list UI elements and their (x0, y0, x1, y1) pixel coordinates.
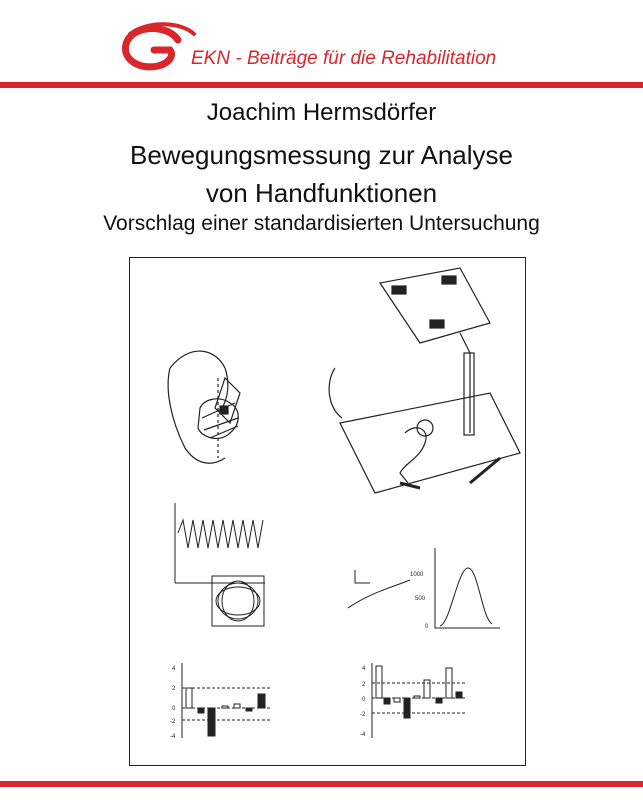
measurement-setup-drawing (329, 268, 520, 493)
bar-left-tick-0: 0 (172, 706, 176, 712)
tremor-oscillation-plot (175, 503, 265, 626)
ekn-logo-icon (118, 22, 198, 80)
bar-right-tick-neg4: -4 (360, 732, 366, 738)
bottom-divider (0, 781, 643, 787)
bar-right-tick-neg2: -2 (360, 712, 366, 718)
figure-drawing (130, 258, 525, 765)
bar-left-tick-neg4: -4 (170, 734, 176, 740)
book-subtitle: Vorschlag einer standardisierten Untersuchung (103, 212, 540, 235)
velocity-profile-plot (348, 548, 500, 628)
velocity-tick-1000: 1000 (410, 572, 424, 578)
series-title: EKN - Beiträge für die Rehabilitation (191, 48, 497, 69)
bar-left-tick-4: 4 (172, 666, 176, 672)
hand-sensor-drawing (168, 351, 240, 463)
book-title (0, 136, 643, 212)
top-divider (0, 82, 643, 88)
bar-right-tick-4: 4 (362, 666, 366, 672)
header (0, 0, 643, 92)
cover-figure (129, 257, 526, 766)
title-line-2: von Handfunktionen (205, 178, 438, 208)
author-name: Joachim Hermsdörfer (206, 99, 437, 126)
bar-right-tick-0: 0 (362, 697, 366, 703)
title-line-1: Bewegungsmessung zur Analyse (129, 140, 513, 170)
bar-chart-right (372, 663, 465, 738)
bar-left-tick-2: 2 (172, 686, 176, 692)
velocity-tick-0: 0 (425, 624, 429, 630)
bar-chart-left (182, 663, 270, 738)
velocity-tick-500: 500 (415, 596, 426, 602)
bar-left-tick-neg2: -2 (170, 719, 176, 725)
bar-right-tick-2: 2 (362, 682, 366, 688)
